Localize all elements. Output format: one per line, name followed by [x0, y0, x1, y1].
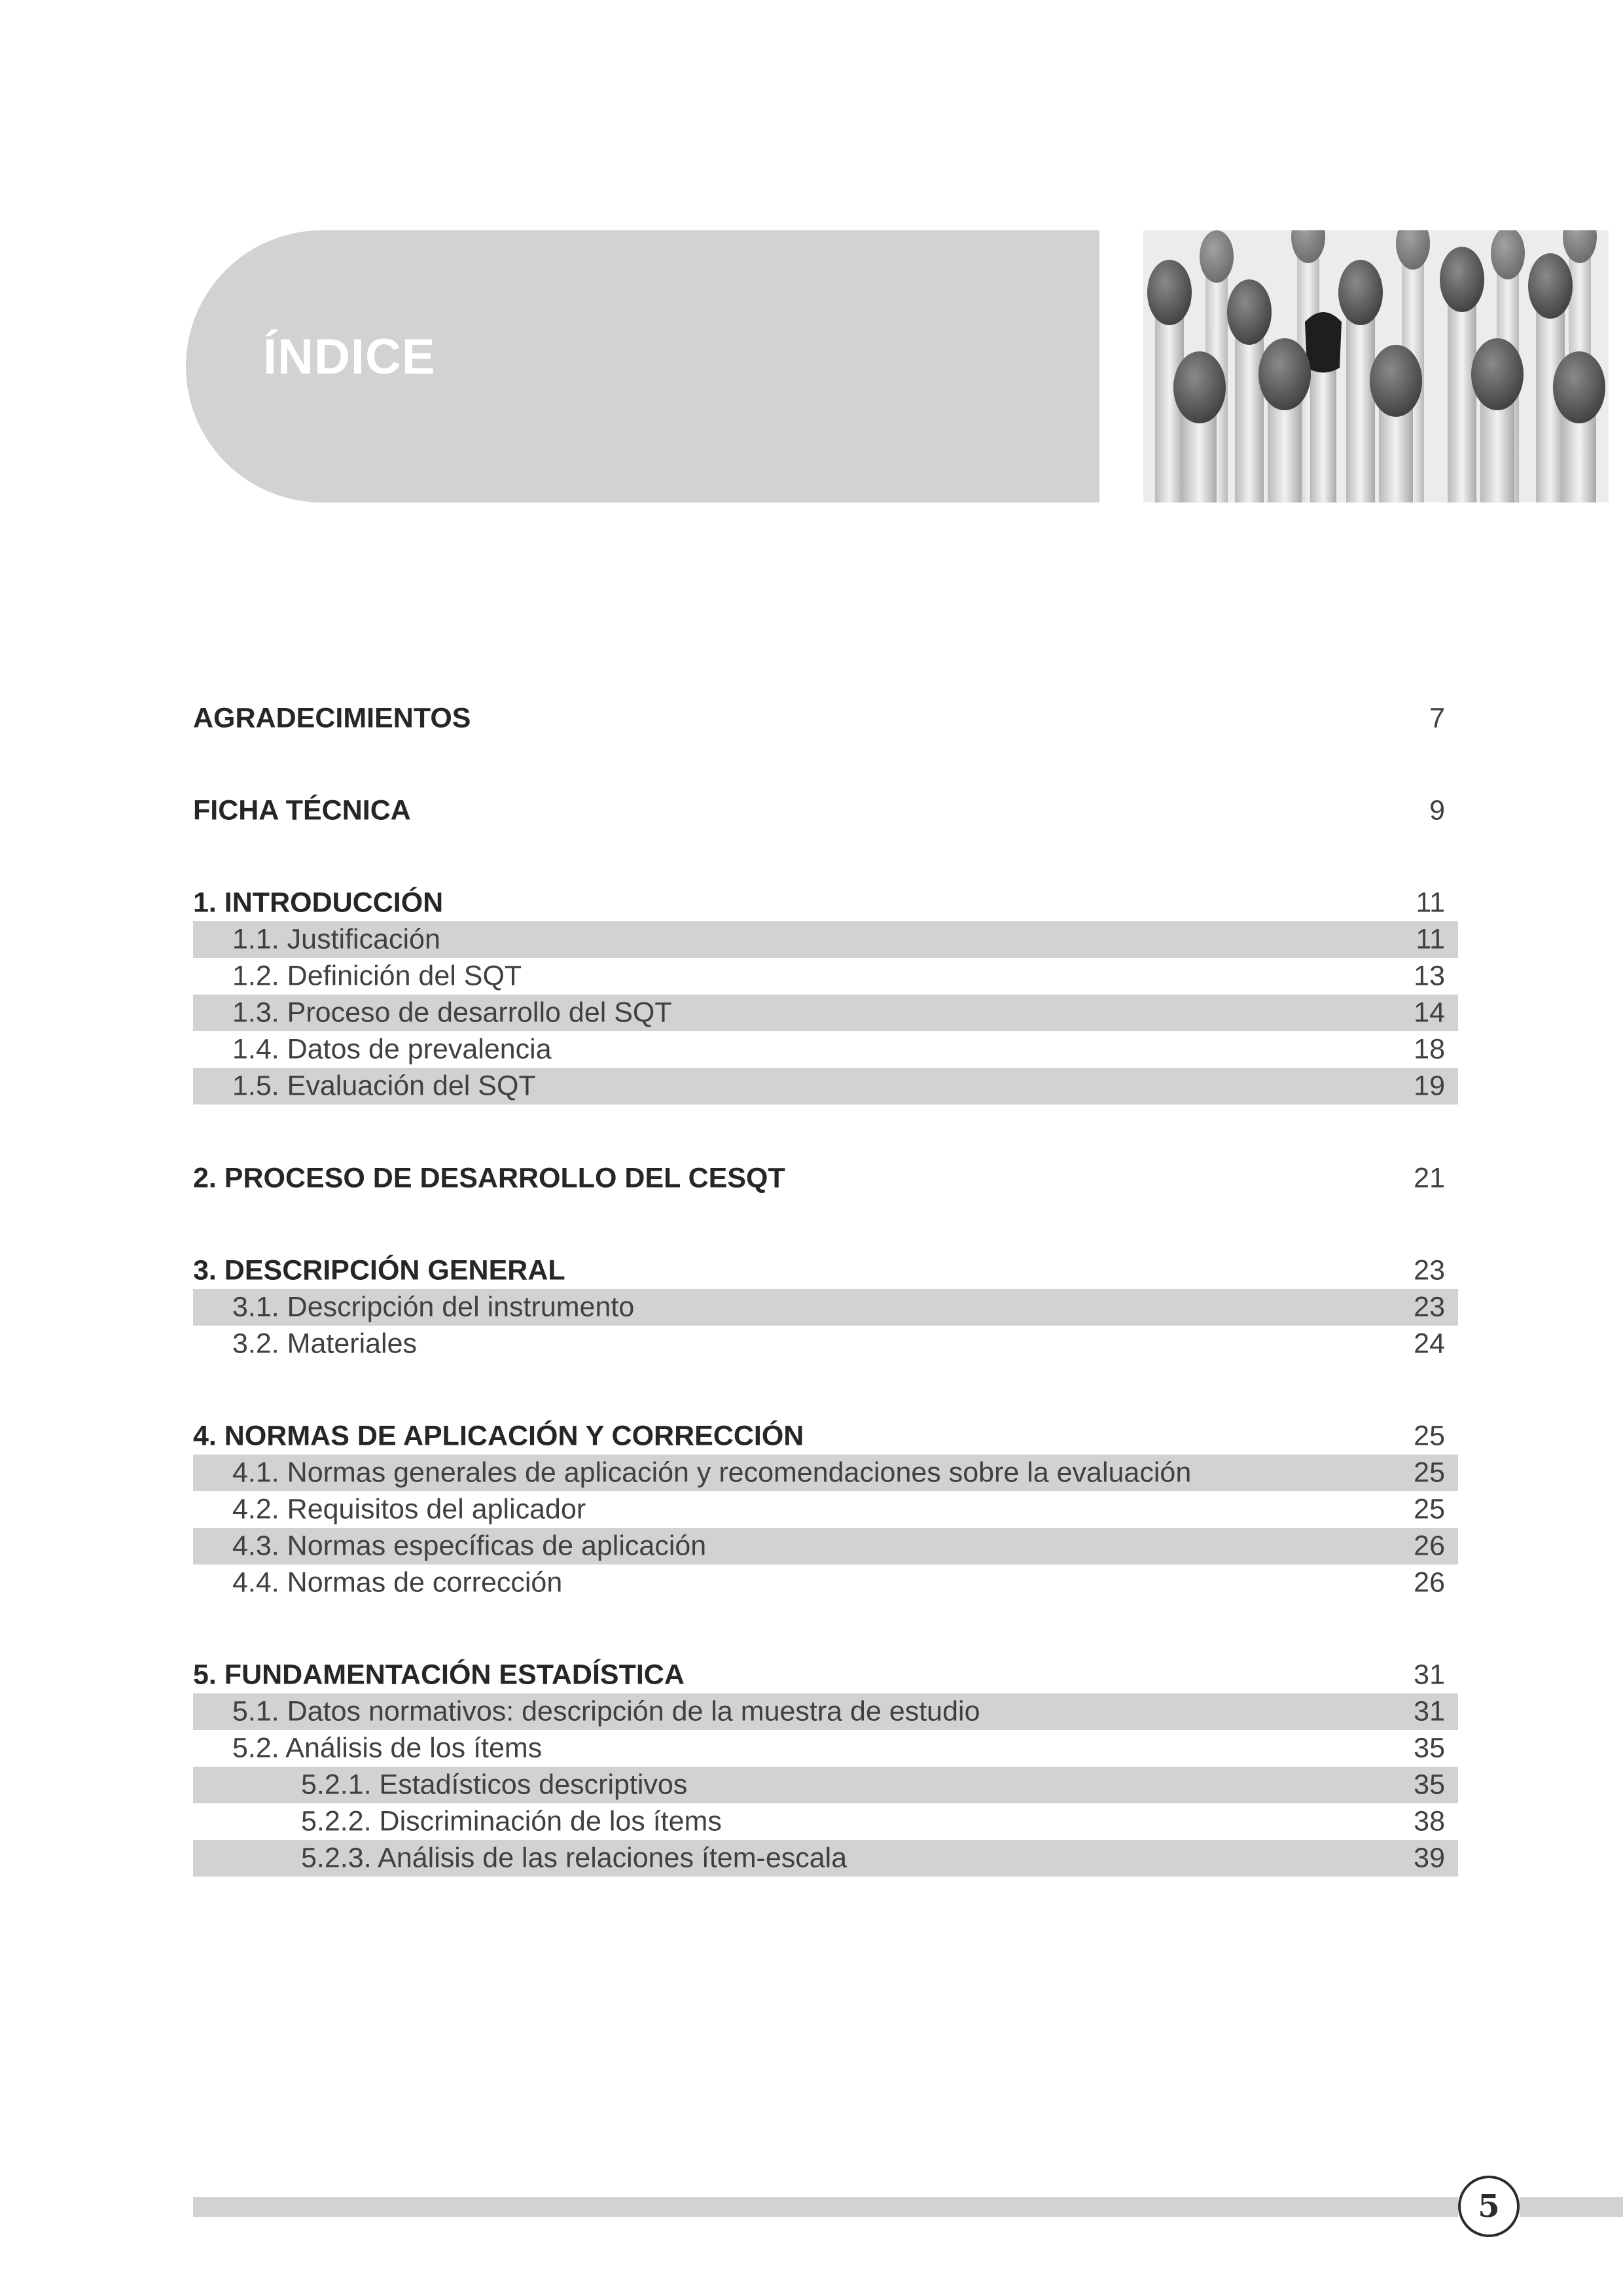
toc-label: 4.2. Requisitos del aplicador — [232, 1493, 586, 1525]
toc-label: 4.4. Normas de corrección — [232, 1566, 563, 1598]
toc-page-number: 25 — [1414, 1420, 1445, 1452]
toc-page-number: 24 — [1414, 1328, 1445, 1360]
toc-label: 2. PROCESO DE DESARROLLO DEL CESQT — [193, 1162, 785, 1194]
toc-page-number: 35 — [1414, 1769, 1445, 1801]
toc-label: 1.3. Proceso de desarrollo del SQT — [232, 997, 672, 1029]
toc-item-4-4[interactable] — [193, 1564, 1458, 1601]
toc-label: AGRADECIMIENTOS — [193, 702, 471, 734]
page-title: ÍNDICE — [263, 329, 436, 385]
toc-item-1-2[interactable] — [193, 958, 1458, 995]
toc-chapter-5[interactable] — [193, 1657, 1458, 1693]
matches-photo-icon — [1143, 230, 1609, 503]
toc-page-number: 11 — [1416, 887, 1445, 919]
footer-bar-right — [1520, 2197, 1623, 2217]
toc-label: 4.3. Normas específicas de aplicación — [232, 1530, 707, 1562]
toc-page-number: 7 — [1429, 702, 1445, 734]
toc-item-5-2-2[interactable] — [193, 1803, 1458, 1840]
toc-item-5-2-1[interactable] — [193, 1767, 1458, 1803]
index-banner — [186, 230, 1099, 503]
toc-label: 5.2. Análisis de los ítems — [232, 1732, 543, 1764]
toc-page-number: 18 — [1414, 1033, 1445, 1065]
toc-page-number: 25 — [1414, 1457, 1445, 1489]
toc-page-number: 26 — [1414, 1530, 1445, 1562]
toc-label: 3. DESCRIPCIÓN GENERAL — [193, 1254, 565, 1286]
toc-label: 1.5. Evaluación del SQT — [232, 1070, 536, 1102]
toc-page-number: 31 — [1414, 1695, 1445, 1727]
toc-label: 1.1. Justificación — [232, 923, 440, 955]
toc-chapter-ficha-tecnica[interactable] — [193, 792, 1458, 829]
toc-label: 3.1. Descripción del instrumento — [232, 1291, 635, 1323]
toc-label: 4. NORMAS DE APLICACIÓN Y CORRECCIÓN — [193, 1420, 804, 1452]
table-of-contents — [193, 700, 1458, 1877]
toc-label: 1.4. Datos de prevalencia — [232, 1033, 552, 1065]
toc-chapter-2[interactable] — [193, 1160, 1458, 1197]
toc-chapter-agradecimientos[interactable] — [193, 700, 1458, 737]
toc-item-1-5[interactable] — [193, 1068, 1458, 1104]
toc-item-1-3[interactable] — [193, 995, 1458, 1031]
toc-item-3-1[interactable] — [193, 1289, 1458, 1326]
toc-label: 4.1. Normas generales de aplicación y recomendaciones sobre la evaluación — [232, 1457, 1192, 1489]
toc-page-number: 39 — [1414, 1842, 1445, 1874]
toc-page-number: 38 — [1414, 1805, 1445, 1837]
toc-page-number: 13 — [1414, 960, 1445, 992]
toc-label: 1. INTRODUCCIÓN — [193, 887, 444, 919]
toc-label: FICHA TÉCNICA — [193, 794, 411, 826]
toc-label: 5. FUNDAMENTACIÓN ESTADÍSTICA — [193, 1659, 685, 1691]
toc-item-4-3[interactable] — [193, 1528, 1458, 1564]
toc-label: 5.2.1. Estadísticos descriptivos — [301, 1769, 688, 1801]
toc-label: 5.1. Datos normativos: descripción de la muestra de estudio — [232, 1695, 980, 1727]
page-number: 5 — [1458, 2176, 1520, 2237]
toc-page-number: 11 — [1416, 923, 1445, 955]
toc-item-4-2[interactable] — [193, 1491, 1458, 1528]
toc-label: 5.2.2. Discriminación de los ítems — [301, 1805, 722, 1837]
toc-label: 5.2.3. Análisis de las relaciones ítem-escala — [301, 1842, 847, 1874]
toc-page-number: 31 — [1414, 1659, 1445, 1691]
toc-item-3-2[interactable] — [193, 1326, 1458, 1362]
toc-item-4-1[interactable] — [193, 1455, 1458, 1491]
toc-page-number: 23 — [1414, 1291, 1445, 1323]
toc-item-5-2[interactable] — [193, 1730, 1458, 1767]
toc-chapter-3[interactable] — [193, 1252, 1458, 1289]
toc-item-5-1[interactable] — [193, 1693, 1458, 1730]
toc-item-1-4[interactable] — [193, 1031, 1458, 1068]
toc-page-number: 19 — [1414, 1070, 1445, 1102]
toc-page-number: 14 — [1414, 997, 1445, 1029]
toc-label: 1.2. Definición del SQT — [232, 960, 522, 992]
toc-page-number: 26 — [1414, 1566, 1445, 1598]
toc-page-number: 23 — [1414, 1254, 1445, 1286]
toc-item-5-2-3[interactable] — [193, 1840, 1458, 1877]
toc-page-number: 35 — [1414, 1732, 1445, 1764]
toc-page-number: 25 — [1414, 1493, 1445, 1525]
toc-chapter-4[interactable] — [193, 1418, 1458, 1455]
toc-item-1-1[interactable] — [193, 921, 1458, 958]
toc-label: 3.2. Materiales — [232, 1328, 418, 1360]
toc-page-number: 9 — [1429, 794, 1445, 826]
footer-bar — [193, 2197, 1458, 2217]
toc-page-number: 21 — [1414, 1162, 1445, 1194]
toc-chapter-1[interactable] — [193, 885, 1458, 921]
